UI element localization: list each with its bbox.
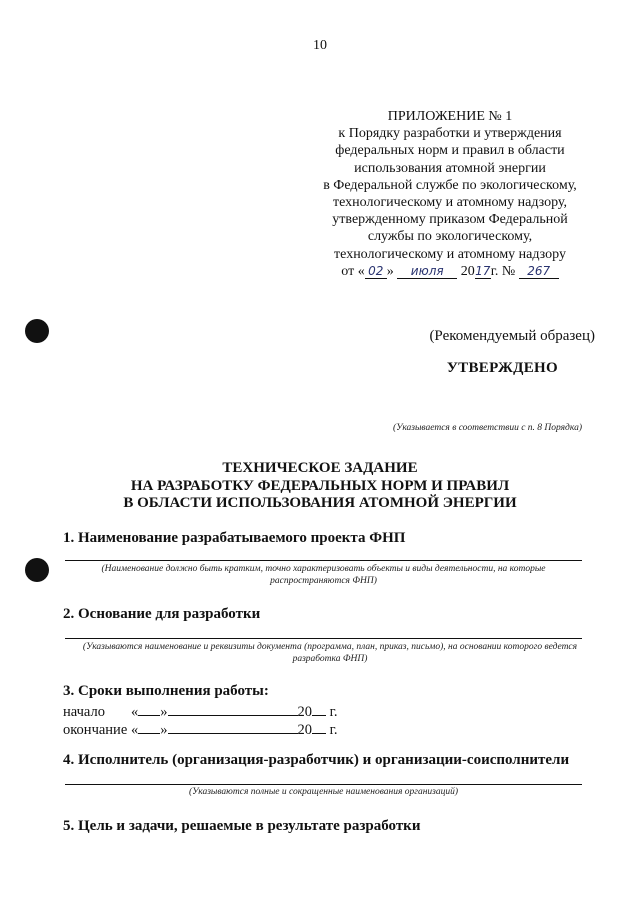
term-start-row xyxy=(63,702,338,721)
section-1-note: (Наименование должно быть кратким, точно характеризовать объекты и виды деятельности, на которые распространяются ФНП) xyxy=(101,564,546,586)
appendix-title: ПРИЛОЖЕНИЕ № 1 xyxy=(387,109,513,124)
appendix-line: службы по экологическому, xyxy=(367,229,533,245)
recommended-sample-label: (Рекомендуемый образец) xyxy=(429,328,595,344)
section-4-note: (Указываются полные и сокращенные наименования организаций) xyxy=(188,787,459,797)
document-title xyxy=(0,460,640,513)
handwritten-month: июля xyxy=(397,264,457,279)
quote-close: » xyxy=(160,722,168,738)
term-end-row xyxy=(63,720,338,739)
year-suffix: г. xyxy=(329,722,338,738)
month-blank xyxy=(168,720,298,734)
title-line: В ОБЛАСТИ ИСПОЛЬЗОВАНИЯ АТОМНОЙ ЭНЕРГИИ xyxy=(123,495,517,511)
term-start-label: начало xyxy=(63,704,105,720)
section-4-heading: 4. Исполнитель (организация-разработчик) и организации-соисполнители xyxy=(63,752,570,768)
page-number: 10 xyxy=(313,38,327,53)
number-sign: № xyxy=(501,263,516,279)
date-year-g: г. xyxy=(490,263,499,279)
appendix-line: федеральных норм и правил в области xyxy=(335,143,565,159)
title-line: НА РАЗРАБОТКУ ФЕДЕРАЛЬНЫХ НОРМ И ПРАВИЛ xyxy=(130,477,510,494)
day-blank xyxy=(138,702,160,716)
appendix-line: утвержденному приказом Федеральной xyxy=(332,212,568,228)
section-3-heading: 3. Сроки выполнения работы: xyxy=(63,683,269,699)
approved-label: УТВЕРЖДЕНО xyxy=(446,360,558,376)
order-date-line xyxy=(300,263,600,280)
section-2-heading: 2. Основание для разработки xyxy=(63,606,261,622)
appendix-line: к Порядку разработки и утверждения xyxy=(338,126,562,142)
quote-close: » xyxy=(160,704,168,720)
date-prefix: от « xyxy=(341,263,365,279)
year-prefix: 20 xyxy=(297,722,312,738)
handwritten-order-number: 267 xyxy=(519,264,559,279)
quote-open: « xyxy=(131,722,139,738)
year-prefix: 20 xyxy=(297,704,312,720)
date-quote-close: » xyxy=(386,263,394,279)
appendix-line: в Федеральной службе по экологическому, xyxy=(323,177,577,193)
term-end-label: окончание xyxy=(63,722,128,738)
month-blank xyxy=(168,702,298,716)
section-4-fill-line xyxy=(65,784,582,785)
handwritten-day: 02 xyxy=(365,264,387,279)
appendix-header xyxy=(300,108,600,280)
section-2-note: (Указываются наименование и реквизиты документа (программа, план, приказ, письмо), на основании которого ведется разработка ФНП) xyxy=(82,642,578,664)
punch-hole xyxy=(25,558,49,582)
day-blank xyxy=(138,720,160,734)
appendix-line: технологическому и атомному надзору, xyxy=(333,195,567,211)
quote-open: « xyxy=(131,704,139,720)
year-suffix: г. xyxy=(329,704,338,720)
appendix-line: использования атомной энергии xyxy=(354,160,546,176)
approved-note: (Указывается в соответствии с п. 8 Порядка) xyxy=(393,423,582,433)
date-year-prefix: 20 xyxy=(460,263,475,279)
handwritten-year: 17 xyxy=(475,263,491,278)
title-line: ТЕХНИЧЕСКОЕ ЗАДАНИЕ xyxy=(222,460,418,476)
appendix-line: технологическому и атомному надзору xyxy=(334,246,566,262)
section-1-fill-line xyxy=(65,560,582,561)
year-blank xyxy=(312,720,326,734)
section-1-heading: 1. Наименование разрабатываемого проекта ФНП xyxy=(63,530,406,546)
punch-hole xyxy=(25,319,49,343)
section-5-heading: 5. Цель и задачи, решаемые в результате разработки xyxy=(63,818,421,834)
section-2-fill-line xyxy=(65,638,582,639)
year-blank xyxy=(312,702,326,716)
